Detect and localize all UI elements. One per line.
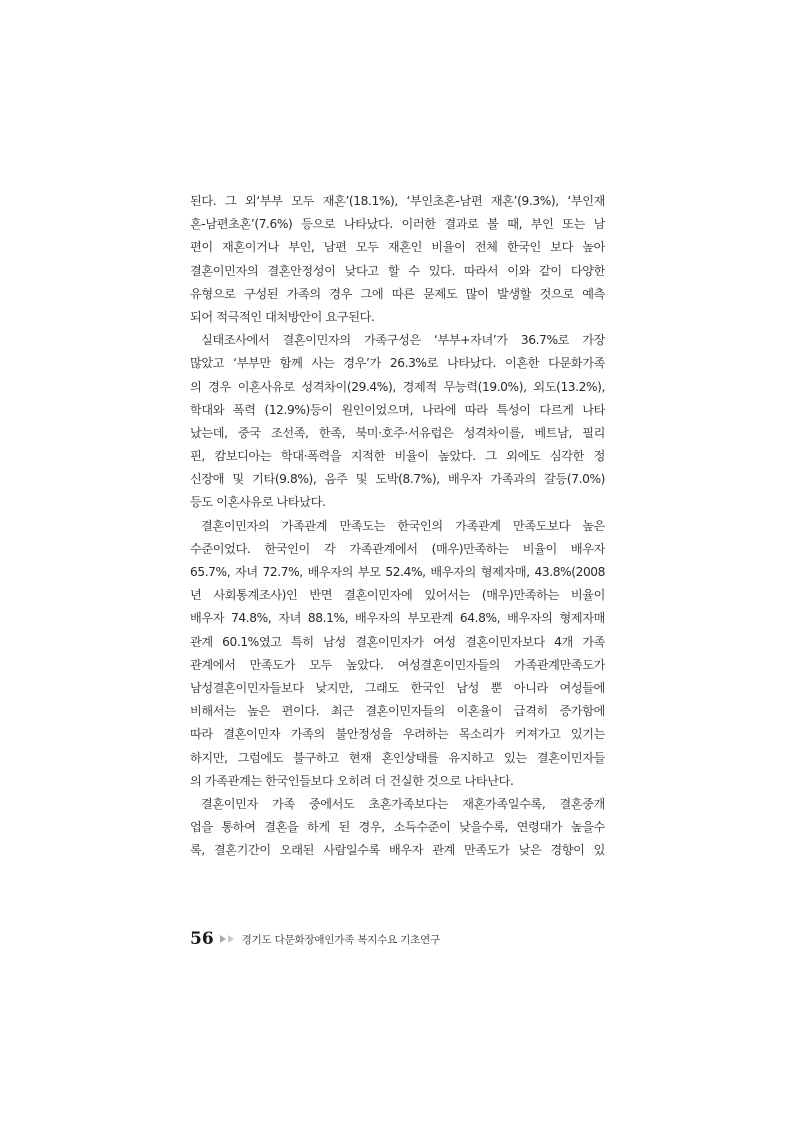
paragraph-line: 록, 결혼기간이 오래된 사람일수록 배우자 관계 만족도가 낮은 경향이 있 bbox=[190, 843, 605, 858]
paragraph-line: 관계에서 만족도가 모두 높았다. 여성결혼이민자들의 가족관계만족도가 bbox=[190, 657, 605, 672]
paragraph-line: 유형으로 구성된 가족의 경우 그에 따른 문제도 많이 발생할 것으로 예측 bbox=[190, 286, 605, 301]
paragraph-line: 의 경우 이혼사유로 성격차이(29.4%), 경제적 무능력(19.0%), 외도(13.2%), bbox=[190, 379, 605, 394]
paragraph-line: 많았고 ‘부부만 함께 사는 경우’가 26.3%로 나타났다. 이혼한 다문화가족 bbox=[190, 356, 605, 371]
paragraph-line: 하지만, 그럼에도 불구하고 현재 혼인상태를 유지하고 있는 결혼이민자들 bbox=[190, 750, 605, 765]
paragraph-line: 년 사회통계조사)인 반면 결혼이민자에 있어서는 (매우)만족하는 비율이 bbox=[190, 588, 605, 603]
paragraph-line: 수준이었다. 한국인이 각 가족관계에서 (매우)만족하는 비율이 배우자 bbox=[190, 541, 605, 556]
triangle-right-icon bbox=[228, 935, 234, 943]
paragraph-line: 비해서는 높은 편이다. 최근 결혼이민자들의 이혼율이 급격히 증가함에 bbox=[190, 704, 605, 719]
paragraph-line: 편이 재혼이거나 부인, 남편 모두 재혼인 비율이 전체 한국인 보다 높아 bbox=[190, 240, 605, 255]
paragraph-line: 의 가족관계는 한국인들보다 오히려 더 건실한 것으로 나타난다. bbox=[190, 773, 514, 788]
paragraph-line: 등도 이혼사유로 나타났다. bbox=[190, 495, 326, 510]
paragraph-line: 되어 적극적인 대처방안이 요구된다. bbox=[190, 309, 375, 324]
running-title: 경기도 다문화장애인가족 복지수요 기초연구 bbox=[241, 933, 441, 946]
paragraph-line: 결혼이민자 가족 중에서도 초혼가족보다는 재혼가족일수록, 결혼중개 bbox=[201, 796, 605, 811]
paragraph-line: 된다. 그 외‘부부 모두 재혼’(18.1%), ‘부인초혼-남편 재혼’(9.3%), ‘부인재 bbox=[190, 194, 605, 208]
paragraph-line: 실태조사에서 결혼이민자의 가족구성은 ‘부부+자녀’가 36.7%로 가장 bbox=[201, 333, 605, 348]
page-number: 56 bbox=[190, 929, 214, 949]
paragraph-line: 남성결혼이민자들보다 낮지만, 그래도 한국인 남성 뿐 아니라 여성들에 bbox=[190, 680, 605, 695]
paragraph-line: 65.7%, 자녀 72.7%, 배우자의 부모 52.4%, 배우자의 형제자매, 43.8%(2008 bbox=[190, 565, 605, 579]
page-footer bbox=[190, 927, 440, 951]
paragraph-line: 혼-남편초혼’(7.6%) 등으로 나타났다. 이러한 결과로 볼 때, 부인 또는 남 bbox=[190, 217, 605, 232]
paragraph-line: 관계 60.1%였고 특히 남성 결혼이민자가 여성 결혼이민자보다 4개 가족 bbox=[190, 634, 605, 649]
triangle-right-icon bbox=[220, 935, 226, 943]
paragraph-line: 배우자 74.8%, 자녀 88.1%, 배우자의 부모관계 64.8%, 배우자의 형제자매 bbox=[190, 611, 605, 626]
paragraph-line: 핀, 캄보디아는 학대·폭력을 지적한 비율이 높았다. 그 외에도 심각한 정 bbox=[190, 449, 605, 464]
paragraph-line: 신장애 및 기타(9.8%), 음주 및 도박(8.7%), 배우자 가족과의 갈등(7.0%) bbox=[190, 472, 605, 487]
body-text bbox=[190, 190, 605, 862]
paragraph-line: 업을 통하여 결혼을 하게 된 경우, 소득수준이 낮을수록, 연령대가 높을수 bbox=[190, 820, 605, 835]
paragraph-line: 결혼이민자의 결혼안정성이 낮다고 할 수 있다. 따라서 이와 같이 다양한 bbox=[190, 263, 605, 278]
paragraph-line: 학대와 폭력 (12.9%)등이 원인이었으며, 나라에 따라 특성이 다르게 나타 bbox=[190, 402, 605, 417]
paragraph-line: 따라 결혼이민자 가족의 불안정성을 우려하는 목소리가 커져가고 있기는 bbox=[190, 727, 605, 742]
paragraph-line: 결혼이민자의 가족관계 만족도는 한국인의 가족관계 만족도보다 높은 bbox=[201, 518, 605, 533]
paragraph-line: 났는데, 중국 조선족, 한족, 북미·호주·서유럽은 성격차이를, 베트남, 필리 bbox=[190, 425, 605, 440]
